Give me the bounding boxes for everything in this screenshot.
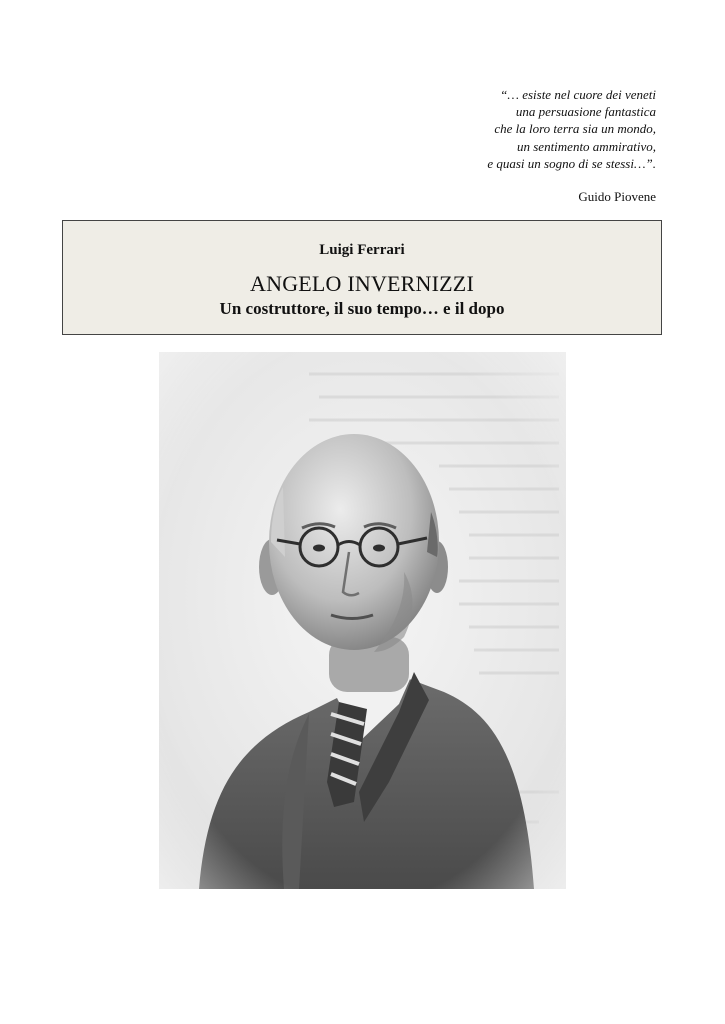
portrait-illustration [159,352,566,889]
portrait-photo [159,352,566,889]
epigraph-line: e quasi un sogno di se stessi…”. [487,155,656,171]
book-title: ANGELO INVERNIZZI [250,271,474,296]
epigraph-author: Guido Piovene [578,189,656,205]
epigraph-line: “… esiste nel cuore dei veneti [500,87,656,102]
title-box [62,220,662,335]
photo-vignette [159,352,566,889]
epigraph [487,86,656,205]
book-author: Luigi Ferrari [319,242,405,258]
epigraph-line: una persuasione fantastica [515,104,656,120]
epigraph-line: un sentimento ammirativo, [516,138,656,154]
epigraph-line: che la loro terra sia un mondo, [494,121,656,137]
book-subtitle: Un costruttore, il suo tempo… e il dopo [219,299,505,318]
